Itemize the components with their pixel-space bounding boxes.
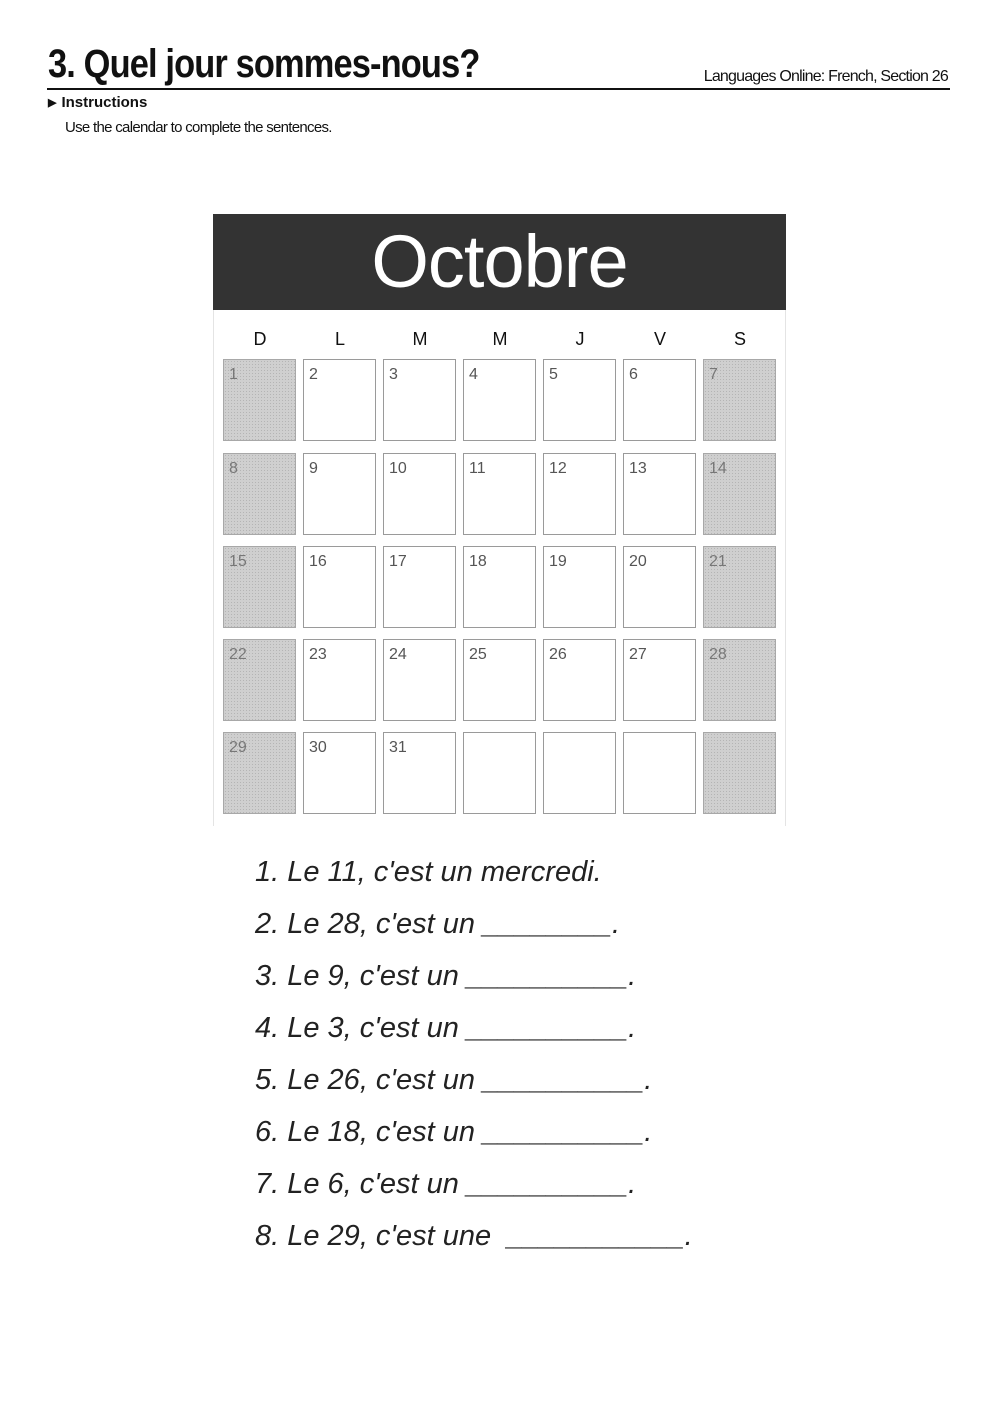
calendar-day-cell: 26 <box>543 639 616 721</box>
calendar-day-cell <box>543 732 616 814</box>
calendar-day-cell: 10 <box>383 453 456 535</box>
calendar-day-cell: 28 <box>703 639 776 721</box>
calendar-day-cell: 9 <box>303 453 376 535</box>
calendar-day-cell: 1 <box>223 359 296 441</box>
instructions-heading-label: Instructions <box>61 94 148 111</box>
calendar-day-cell <box>703 732 776 814</box>
calendar-day-cell: 17 <box>383 546 456 628</box>
calendar-day-cell: 25 <box>463 639 536 721</box>
calendar-day-cell: 3 <box>383 359 456 441</box>
calendar-day-cell <box>623 732 696 814</box>
weekday-label: S <box>733 329 746 349</box>
title-divider <box>47 88 950 90</box>
page-title: 3. Quel jour sommes-nous? <box>48 42 480 86</box>
calendar-day-cell: 16 <box>303 546 376 628</box>
instructions-heading <box>48 94 147 113</box>
calendar-day-cell: 13 <box>623 453 696 535</box>
weekday-label: D <box>253 329 267 349</box>
play-arrow-icon: ▶ <box>48 97 57 109</box>
weekday-label: M <box>412 329 428 349</box>
exercise-sentence: 1. Le 11, c'est un mercredi. <box>255 856 602 888</box>
calendar-day-cell: 2 <box>303 359 376 441</box>
calendar-day-cell: 11 <box>463 453 536 535</box>
calendar-day-cell: 6 <box>623 359 696 441</box>
calendar-month-title: Octobre <box>213 214 786 310</box>
exercise-sentence: 4. Le 3, c'est un __________. <box>255 1012 637 1044</box>
weekday-label: L <box>334 329 345 349</box>
calendar-day-cell: 12 <box>543 453 616 535</box>
exercise-sentence: 3. Le 9, c'est un __________. <box>255 960 637 992</box>
calendar-day-cell: 30 <box>303 732 376 814</box>
source-label: Languages Online: French, Section 26 <box>703 68 948 85</box>
calendar-day-cell: 21 <box>703 546 776 628</box>
calendar-day-cell: 15 <box>223 546 296 628</box>
exercise-sentence: 5. Le 26, c'est un __________. <box>255 1064 653 1096</box>
calendar-day-cell: 19 <box>543 546 616 628</box>
calendar-day-cell: 22 <box>223 639 296 721</box>
calendar-day-cell: 20 <box>623 546 696 628</box>
calendar-day-cell: 29 <box>223 732 296 814</box>
calendar-day-cell: 18 <box>463 546 536 628</box>
calendar-day-cell: 8 <box>223 453 296 535</box>
calendar-day-cell: 14 <box>703 453 776 535</box>
calendar-day-cell: 4 <box>463 359 536 441</box>
weekday-label: J <box>575 329 585 349</box>
exercise-sentence: 6. Le 18, c'est un __________. <box>255 1116 653 1148</box>
exercise-sentence: 8. Le 29, c'est une ___________. <box>255 1220 693 1252</box>
calendar-day-cell: 24 <box>383 639 456 721</box>
calendar-day-cell: 23 <box>303 639 376 721</box>
exercise-sentence: 7. Le 6, c'est un __________. <box>255 1168 637 1200</box>
weekday-label: V <box>653 329 666 349</box>
calendar-day-cell: 31 <box>383 732 456 814</box>
calendar-day-cell <box>463 732 536 814</box>
exercise-sentence: 2. Le 28, c'est un ________. <box>255 908 621 940</box>
calendar-day-cell: 5 <box>543 359 616 441</box>
instructions-text: Use the calendar to complete the sentences. <box>65 119 332 136</box>
weekday-label: M <box>492 329 508 349</box>
calendar-day-cell: 27 <box>623 639 696 721</box>
calendar-day-cell: 7 <box>703 359 776 441</box>
